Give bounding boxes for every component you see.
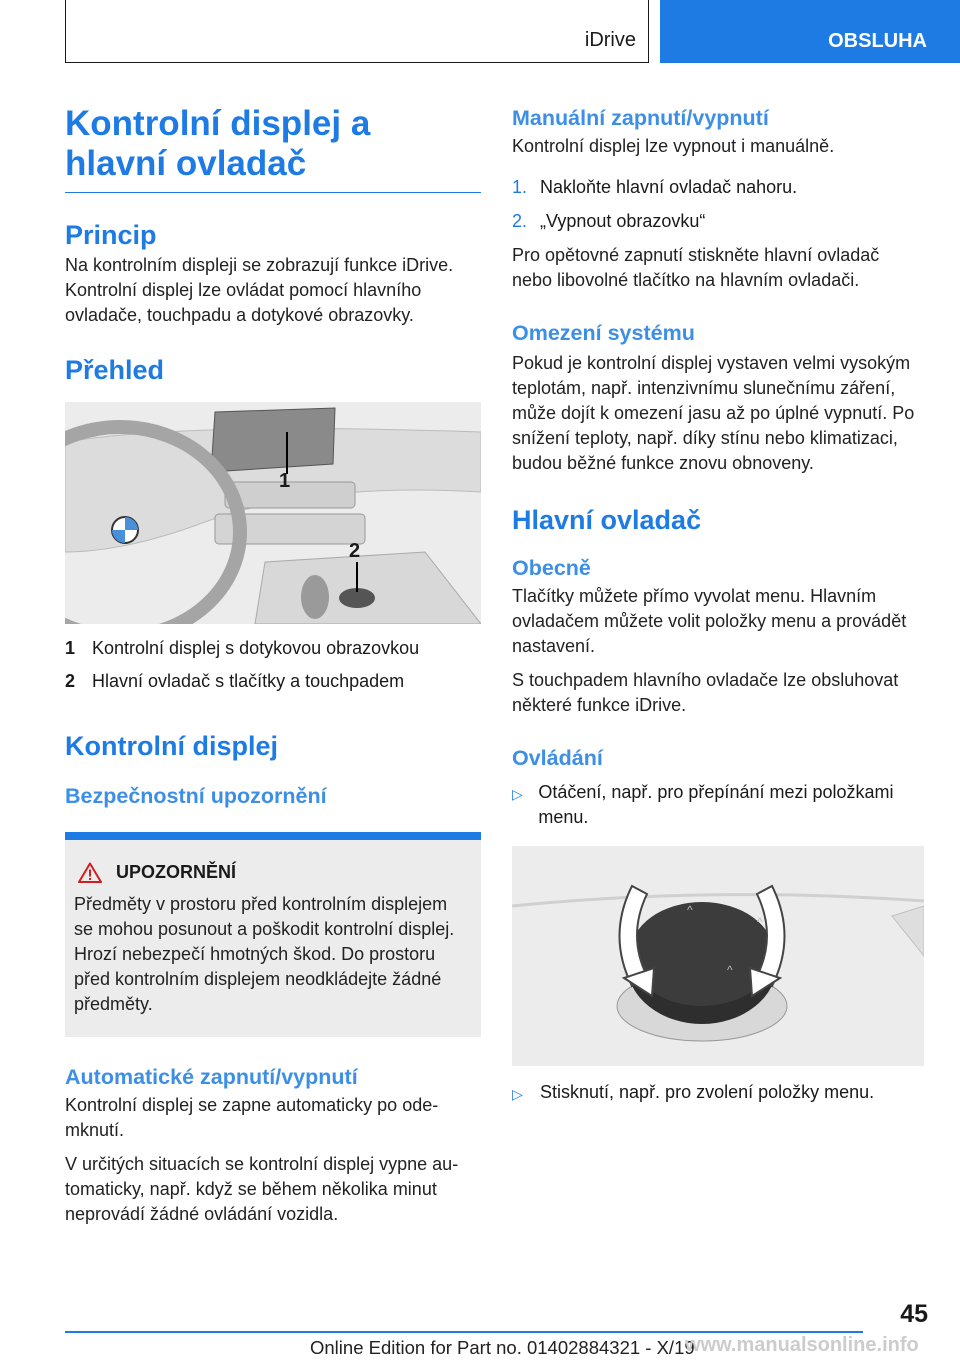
manual-steps [512, 175, 924, 234]
legend-item [65, 669, 481, 694]
step-num: 1. [512, 177, 528, 197]
princip-text: Na kontrolním displeji se zobrazují funkce iDrive. Kontrolní displej lze ovládat pomocí hlavního ovladače, touchpadu a dotykové obrazovky. [65, 255, 454, 325]
warning-text: Předměty v prostoru před kontrolním displejem se mohou posunout a poškodit kontrolní displej. Hrozí nebezpečí hmotných škod. Do prostoru před kontrolním displejem neodkládejte žádné předměty. [74, 894, 455, 1014]
svg-text:^: ^ [687, 903, 693, 917]
step-num: 2. [512, 211, 528, 231]
limits-text: Pokud je kontrolní displej vystaven velmi vysokým teplotám, např. intenzivnímu slunečnímu záření, může dojít k omezení jasu až po úplné vypnutí. Po snížení teploty, např. díky stínu nebo klimatizaci, budou běžné funkce znovu obnoveny. [512, 353, 915, 473]
legend-num: 2 [65, 671, 76, 691]
safety-heading: Bezpečnostní upozornění [65, 784, 327, 808]
manual-after: Pro opětovné zapnutí stiskněte hlavní ovladač nebo libovolné tlačítko na hlavním ovladači. [512, 245, 880, 290]
operation-heading: Ovládání [512, 746, 603, 770]
warning-triangle-icon [78, 862, 102, 883]
step-text: „Vypnout obrazovku“ [540, 211, 706, 231]
svg-text:^: ^ [757, 915, 763, 929]
manual-text: Kontrolní displej lze vypnout i manuálně. [512, 136, 835, 156]
manual-heading: Manuální zapnutí/vypnutí [512, 106, 769, 130]
general-heading: Obecně [512, 556, 591, 580]
page-number: 45 [900, 1300, 928, 1328]
step-item [512, 175, 924, 200]
bullet-triangle-icon: ▷ [512, 786, 523, 802]
princip-heading: Princip [65, 220, 157, 250]
page-title: Kontrolní displej a hlavní ovladač [65, 104, 481, 193]
running-header-box [65, 0, 649, 63]
callout-2: 2 [349, 540, 361, 562]
controller-heading: Hlavní ovladač [512, 505, 702, 535]
warning-title-row [74, 862, 471, 883]
svg-text:^: ^ [727, 963, 733, 977]
auto-heading: Automatické zapnutí/vypnutí [65, 1065, 358, 1089]
controller-drawing [512, 846, 924, 1066]
general-text-2: S touchpadem hlavního ovladače lze obsluhovat některé funkce iDrive. [512, 670, 899, 715]
display-heading: Kontrolní displej [65, 731, 278, 761]
running-header-section: iDrive [584, 29, 636, 51]
left-column [65, 100, 481, 1227]
footer-rule [65, 1331, 863, 1333]
operation-item [512, 1080, 924, 1107]
right-column [512, 100, 924, 1107]
legend-item [65, 636, 481, 661]
cockpit-illustration [65, 402, 481, 624]
prehled-heading: Přehled [65, 355, 165, 385]
operation-text-2: Stisknutí, např. pro zvolení položky menu. [540, 1082, 875, 1102]
legend-text: Hlavní ovladač s tlačítky a touchpadem [92, 671, 405, 691]
limits-heading: Omezení systému [512, 321, 695, 345]
auto-text-1: Kontrolní displej se zapne automaticky po odemknutí. [65, 1095, 439, 1140]
warning-title: UPOZORNĚNÍ [116, 862, 237, 882]
operation-item [512, 780, 924, 830]
warning-box [65, 840, 481, 1037]
operation-text-1: Otáčení, např. pro přepínání mezi položkami menu. [538, 782, 894, 827]
controller-illustration [512, 846, 924, 1066]
footer-edition: Online Edition for Part no. 01402884321 - X/19 [310, 1337, 695, 1358]
legend-num: 1 [65, 638, 76, 658]
callout-1: 1 [279, 470, 291, 492]
watermark: www.manualsonline.info [685, 1334, 919, 1356]
legend-text: Kontrolní displej s dotykovou obrazovkou [92, 638, 420, 658]
auto-text-2: V určitých situacích se kontrolní displej vypne automaticky, např. když se během několika minut neprovádí žádné ovládání vozidla. [65, 1154, 459, 1224]
step-item [512, 209, 924, 234]
cockpit-drawing [65, 402, 481, 624]
warning-bar [65, 832, 481, 840]
general-text-1: Tlačítky můžete přímo vyvolat menu. Hlavním ovladačem můžete volit položky menu a provádět nastavení. [512, 586, 907, 656]
bullet-triangle-icon: ▷ [512, 1086, 523, 1102]
chapter-tab: OBSLUHA [660, 0, 960, 63]
step-text: Nakloňte hlavní ovladač nahoru. [540, 177, 798, 197]
